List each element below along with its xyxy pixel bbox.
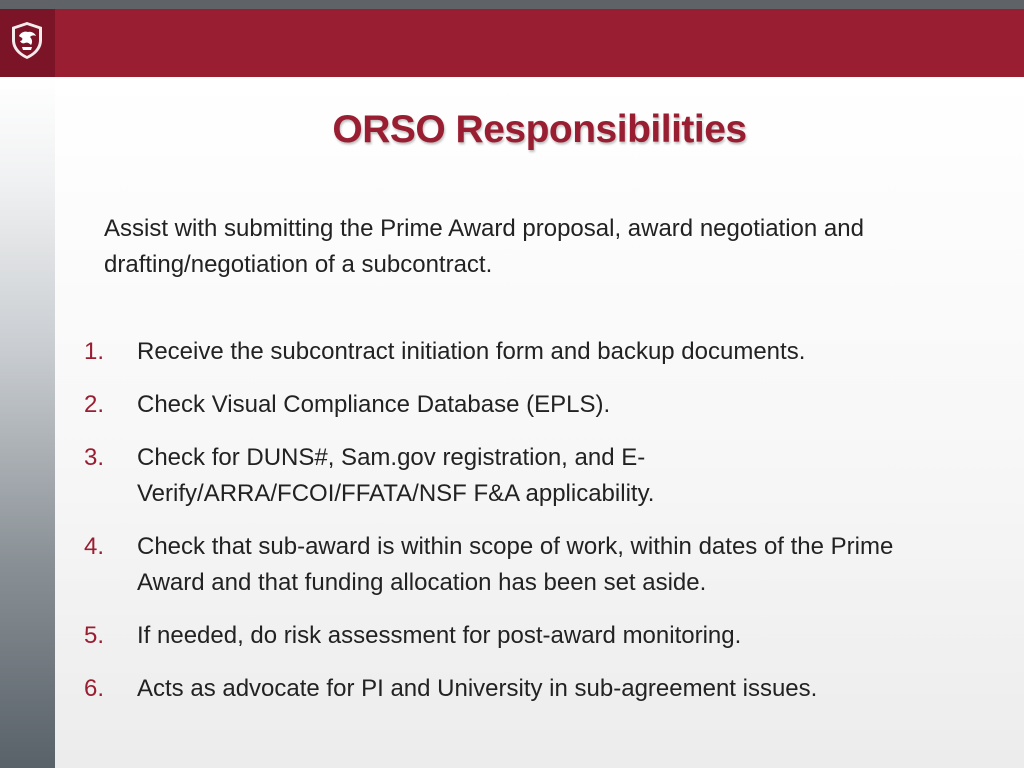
step-number: 3. xyxy=(84,444,105,471)
list-item xyxy=(84,671,984,707)
steps-list xyxy=(84,334,984,724)
intro-paragraph: Assist with submitting the Prime Award proposal, award negotiation and drafting/negotiation of a subcontract. xyxy=(104,215,864,278)
header-band xyxy=(0,9,1024,77)
step-text: Check that sub-award is within scope of work, within dates of the Prime Award and that funding allocation has been set aside. xyxy=(137,533,894,596)
step-text: If needed, do risk assessment for post-award monitoring. xyxy=(137,622,742,649)
step-number: 5. xyxy=(84,622,105,649)
step-text: Receive the subcontract initiation form and backup documents. xyxy=(137,338,806,365)
slide-title: ORSO Responsibilities xyxy=(332,108,747,151)
step-number: 6. xyxy=(84,675,105,702)
step-text: Acts as advocate for PI and University in sub-agreement issues. xyxy=(137,675,818,702)
list-item xyxy=(84,334,984,370)
left-sidebar xyxy=(0,77,55,768)
step-number: 2. xyxy=(84,391,105,418)
list-item xyxy=(84,618,984,654)
logo-box xyxy=(0,9,55,77)
step-text: Check for DUNS#, Sam.gov registration, and E-Verify/ARRA/FCOI/FFATA/NSF F&A applicability. xyxy=(137,444,655,507)
step-number: 4. xyxy=(84,533,105,560)
list-item xyxy=(84,387,984,423)
top-strip xyxy=(0,0,1024,9)
step-number: 1. xyxy=(84,338,105,365)
list-item xyxy=(84,440,984,512)
step-text: Check Visual Compliance Database (EPLS). xyxy=(137,391,611,418)
list-item xyxy=(84,529,984,601)
wsu-cougar-logo-icon xyxy=(8,20,46,60)
